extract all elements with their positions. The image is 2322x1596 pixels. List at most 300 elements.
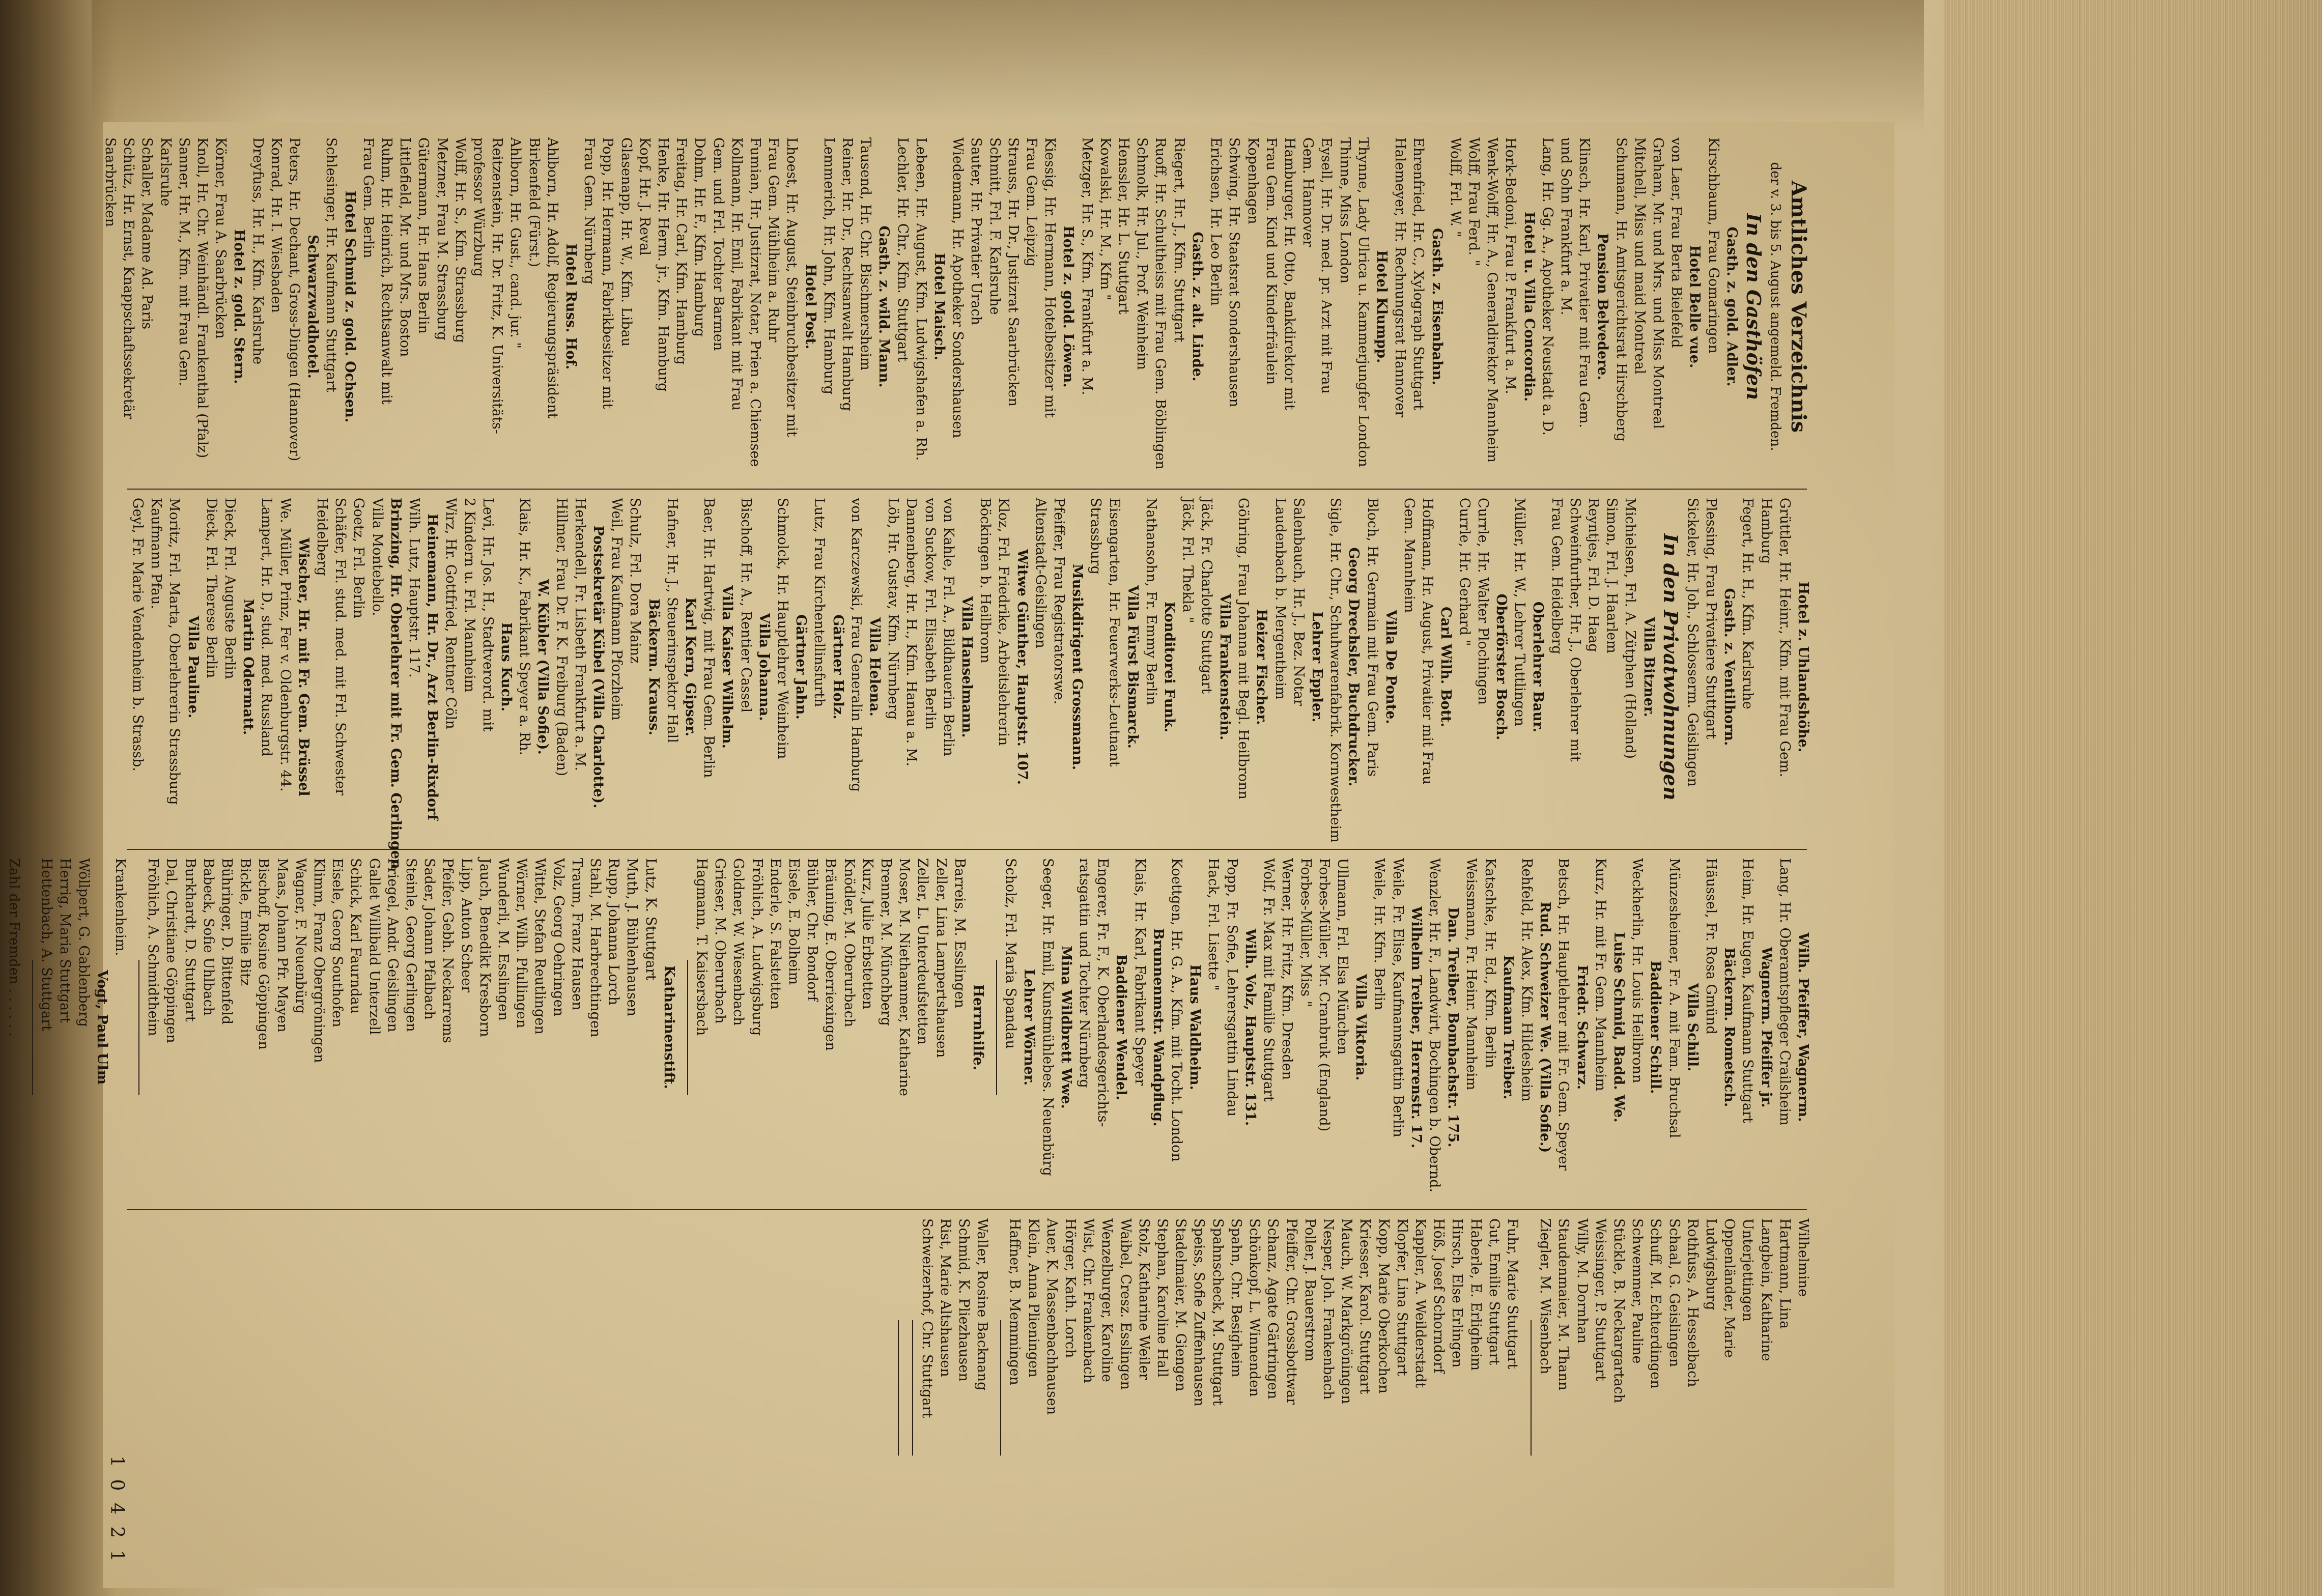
guest-entry: Ehrenfried, Hr. C., Xylograph Stuttgart [1410, 137, 1427, 410]
lodging-heading: Hotel z. gold. Stern. [231, 229, 247, 384]
guest-entry: Mauch, W. Markgröningen [1339, 1218, 1355, 1404]
guest-entry: Ziegler, M. Wisenbach [1537, 1218, 1553, 1375]
column-2 [117, 498, 1812, 869]
guest-entry: Wist, Chr. Frankenbach [1081, 1218, 1097, 1383]
page-stain [92, 0, 1924, 132]
lodging-heading: Wischer, Hr. mit Fr. Gem. Brüssel [295, 537, 312, 796]
guest-entry: Henssler, Hr. L. Stuttgart [1116, 137, 1132, 315]
guest-entry: Eisele, E. Bolheim [786, 858, 802, 985]
guest-entry: Bühringer, D. Bittenfeld [218, 858, 235, 1025]
guest-entry: Speiss, Sofie Zuffenhausen [1191, 1218, 1207, 1407]
guest-entry: Strauss, Hr. Dr., Justizrat Saarbrücken [1005, 137, 1021, 407]
guest-entry: Wagner, F. Neuenbürg [292, 858, 308, 1014]
guest-entry: Lang, Hr. Gg. A., Apotheker Neustadt a. D. [1539, 137, 1555, 436]
guest-entry: Wolff, Frl. W. " [1447, 137, 1463, 238]
guest-entry: Michielsen, Frl. A. Zütphen (Holland) [1622, 498, 1638, 759]
guest-entry: Schönkopf, L. Winnenden [1247, 1218, 1263, 1397]
guest-entry: Spahn, Chr. Besigheim [1228, 1218, 1244, 1378]
guest-entry: Graham, Mr. und Mrs. und Miss Montreal [1650, 137, 1666, 429]
guest-entry: Goetz, Frl. Berlin [351, 498, 367, 618]
guest-entry: Waller, Rosine Backnang [974, 1218, 990, 1391]
guest-entry: Schaller, Madame Ad. Paris [139, 137, 155, 330]
guest-entry: Kirschbaum, Frau Gomaringen [1705, 137, 1721, 354]
guest-entry: Fuhr, Marie Stuttgart [1504, 1218, 1520, 1370]
guest-entry: Lhoest, Hr. August, Steinbruchbesitzer mit [784, 137, 800, 437]
column-divider [127, 849, 1807, 850]
lodging-heading: Gasth. z. wild. Mann. [876, 225, 892, 388]
guest-entry: Kurz, Hr. mit Fr. Gem. Mannheim [1592, 858, 1608, 1091]
guest-entry: Glasenapp, Hr. W., Kfm. Libau [618, 137, 634, 347]
guest-entry: Popp, Hr. Hermann, Fabrikbesitzer mit [600, 137, 616, 409]
lodging-heading: Hotel Belle vue. [1687, 245, 1703, 368]
guest-entry: Hafner, Hr. J., Steuerinspektor Hall [664, 498, 680, 743]
guest-entry: Rothfuss, A. Hesselbach [1684, 1218, 1701, 1387]
guest-entry: Weckherlin, Hr. Louis Heilbronn [1629, 858, 1646, 1084]
guest-entry: Häussel, Fr. Rosa Gmünd [1703, 858, 1719, 1035]
lodging-heading: Rud. Schweizer We. (Villa Sofie.) [1537, 901, 1553, 1153]
guest-entry: Jäck, Frl. Thekla " [1180, 498, 1196, 623]
guest-entry: Popp, Fr. Sofie, Lehrersgattin Lindau [1224, 858, 1240, 1117]
guest-entry: Burkhardt, D. Stuttgart [182, 858, 198, 1022]
guest-entry: Erichsen, Hr. Leo Berlin [1208, 137, 1224, 306]
guest-entry: Rehfeld, Hr. Alex, Kfm. Hildesheim [1518, 858, 1535, 1102]
guest-entry: Altenstadt-Geislingen [1032, 498, 1049, 648]
guest-entry: Fröhlich, A. Ludwigsburg [749, 858, 765, 1036]
guest-entry: Weile, Fr. Elise, Kaufmannsgattin Berlin [1390, 858, 1406, 1137]
guest-entry: Muth, J. Bühlenhausen [624, 858, 640, 1017]
lodging-heading: Villa Hanselmann. [959, 596, 975, 738]
guest-entry: Haberle, E. Erligheim [1467, 1218, 1484, 1371]
guest-entry: Heim, Hr. Eugen, Kaufmann Stuttgart [1740, 858, 1756, 1123]
guest-entry: Wilhelmine [1795, 1218, 1811, 1297]
guest-entry: Langbein, Katharine [1758, 1218, 1774, 1361]
guest-entry: Zeller, Lina Lampertshausen [933, 858, 949, 1058]
lodging-heading: Hotel Klumpp. [1373, 250, 1390, 363]
guest-entry: Wiedemann, Hr. Apotheker Sondershausen [950, 137, 966, 438]
separator-rule [991, 1218, 1001, 1557]
lodging-heading: W. Kübler (Villa Sofie). [535, 579, 551, 755]
guest-entry: Forbes-Müller, Miss " [1297, 858, 1314, 1008]
guest-entry: Schweinfurther, Hr. J., Oberlehrer mit [1567, 498, 1583, 762]
guest-entry: Engerer, Fr. F., K. Oberlandesgerichts- [1095, 858, 1111, 1127]
guest-entry: Zahl der Fremden . . . . . . [6, 858, 22, 1037]
guest-entry: Metzger, Hr. S., Kfm. Frankfurt a. M. [1079, 137, 1095, 395]
guest-entry: Hoffmann, Hr. August, Privatier mit Frau [1420, 498, 1436, 785]
lodging-heading: Friedr. Schwarz. [1574, 964, 1590, 1090]
lodging-heading: Gasth. z. Eisenbahn. [1429, 228, 1445, 385]
guest-entry: Schumann, Hr. Amtsgerichtsrat Hirschberg [1613, 137, 1629, 442]
guest-entry: professor Würzburg [470, 137, 487, 277]
guest-entry: Forbes-Müller, Mr. Cranbruk (England) [1316, 858, 1332, 1132]
guest-entry: Göhring, Frau Johanna mit Begl. Heilbronn [1235, 498, 1252, 800]
guest-entry: Kiessig, Hr. Hermann, Hotelbesitzer mit [1042, 137, 1058, 418]
guest-entry: Frau Gem. Leipzig [1024, 137, 1040, 267]
guest-entry: Sickeler, Hr. Joh., Schlosserm. Geislingen [1684, 498, 1701, 787]
separator-rule [678, 858, 688, 1196]
guest-entry: Lemmerich, Hr. John, Kfm. Hamburg [820, 137, 837, 395]
guest-entry: von Suckow, Frl. Elisabeth Berlin [922, 498, 938, 730]
guest-entry: Tausend, Hr. Chr. Bischmersheim [858, 137, 874, 370]
guest-entry: Stahl, M. Harbrechtingen [587, 858, 603, 1038]
lodging-heading: Vogt, Paul Ulm [94, 970, 110, 1085]
column-lead-entry: Hotel z. Uhlandshöhe. [1795, 581, 1811, 753]
guest-entry: Heidelberg [314, 498, 330, 576]
column-4 [117, 1218, 1812, 1557]
guest-entry: Auer, K. Massenbachhausen [1043, 1218, 1060, 1415]
guest-entry: Münzesheimer, Fr. A. mit Fam. Bruchsal [1666, 858, 1682, 1138]
page-number: 1 0 4 2 1 [106, 1456, 127, 1565]
guest-entry: Barreis, M. Esslingen [951, 858, 968, 1008]
guest-entry: Wolff, Frau Ferd. " [1465, 137, 1482, 266]
guest-entry: Unterjettingen [1740, 1218, 1756, 1322]
guest-entry: Steinle, Georg Gerlingen [403, 858, 419, 1032]
section-heading-privatwohnungen: In den Privatwohnungen [1659, 533, 1682, 801]
guest-entry: und Sohn Frankfurt a. M. [1558, 137, 1574, 316]
guest-entry: Currle, Hr. Walter Plochingen [1475, 498, 1491, 705]
guest-entry: Plessing, Frau Privatiere Stuttgart [1703, 498, 1719, 739]
guest-entry: Schmid, K. Pliezhausen [956, 1218, 972, 1382]
lodging-heading: Bäckerm. Krauss. [645, 598, 662, 735]
guest-entry: Eisele, Georg Southofen [329, 858, 346, 1028]
guest-entry: Ullmann, Frl. Elsa München [1334, 858, 1350, 1055]
guest-entry: Saarbrücken [102, 137, 118, 227]
lodging-heading: Villa Kaiser Wilhelm. [719, 585, 735, 749]
guest-entry: Nathansohn, Fr. Emmy Berlin [1143, 498, 1159, 705]
separator-rule [903, 1218, 913, 1557]
guest-entry: Knoll, Hr. Chr. Weinhändl. Frankenthal (Pfalz) [194, 137, 210, 459]
guest-entry: Fegert, Hr. H., Kfm. Karlsruhe [1740, 498, 1756, 709]
guest-entry: Eysell, Hr. Dr. med. pr. Arzt mit Frau [1318, 137, 1335, 394]
guest-entry: von Karczewski, Frau Generalin Hamburg [848, 498, 864, 792]
column-divider [127, 489, 1807, 490]
guest-entry: Dal, Christiane Göppingen [163, 858, 180, 1043]
section-heading-gasthoefe: In den Gasthöfen [1742, 213, 1765, 401]
guest-entry: Frau Gem. Mühlheim a. Ruhr [766, 137, 782, 343]
lodging-heading: Gärtner Holz. [830, 614, 846, 720]
guest-entry: Ahlborn, Hr. Gust., cand. jur. " [507, 137, 524, 349]
guest-entry: Ludwigsburg [1703, 1218, 1719, 1310]
guest-entry: Willy, M. Dornhan [1574, 1218, 1590, 1344]
guest-entry: Reiner, Hr. Dr., Rechtsanwalt Hamburg [839, 137, 856, 411]
guest-entry: Schlesinger, Hr. Kaufmann Stuttgart [323, 137, 339, 392]
guest-entry: Levi, Hr. Jos. H., Stadtverord. mit [479, 498, 496, 732]
guest-entry: Hork-Bedoni, Frau P. Frankfurt a. M. [1503, 137, 1519, 394]
guest-entry: Gem. Hannover [1300, 137, 1316, 247]
guest-entry: Rist, Marie Altshausen [937, 1218, 953, 1377]
guest-entry: Weissmann, Fr. Heinr. Mannheim [1463, 858, 1480, 1091]
guest-entry: Wolff, Hr. S., Kfm. Strassburg [452, 137, 468, 343]
lodging-heading: Martin Odermatt. [240, 598, 257, 735]
guest-entry: Villa Montebello. [369, 498, 385, 616]
guest-entry: Hamburger, Hr. Otto, Bankdirektor mit [1281, 137, 1297, 410]
guest-entry: Spahnscheck, M. Stuttgart [1209, 1218, 1226, 1406]
guest-entry: Hillmer, Frau Dr. F. K. Freiburg (Baden) [553, 498, 570, 776]
guest-entry: Grieser, M. Oberurbach [712, 858, 728, 1024]
lodging-heading: Musikdirigent Grossmann. [1069, 563, 1086, 771]
lodging-heading: Villa Pauline. [185, 615, 201, 719]
lodging-heading: Villa Fürst Bismarck. [1124, 585, 1141, 749]
guest-entry: Lipp, Anton Scheer [458, 858, 474, 993]
guest-entry: Moser, M. Niethammer, Katharine [896, 858, 913, 1097]
lodging-heading: Hotel Russ. Hof. [563, 243, 579, 370]
lodging-heading: Haus Waldheim. [1187, 964, 1203, 1090]
guest-entry: Reyntjes, Frl. D. Haag [1585, 498, 1601, 652]
guest-entry: Pfeifer, Gebh. Neckarrems [440, 858, 456, 1043]
guest-entry: Gem. und Frl. Tochter Barmen [710, 137, 726, 351]
guest-entry: Klopfer, Lina Stuttgart [1394, 1218, 1410, 1376]
lodging-heading: Baddiener Schill. [1648, 960, 1664, 1094]
guest-entry: Frau Gem. Heidelberg [1548, 498, 1565, 654]
document-subtitle: der v. 3. bis 5. August angemeld. Fremden. [1768, 162, 1783, 451]
guest-entry: Lebeen, Hr. August, Kfm. Ludwigshafen a. Rh. [913, 137, 929, 461]
lodging-heading: Hotel Post. [802, 264, 818, 350]
lodging-heading: Haus Kuch. [498, 622, 514, 712]
page-edges [1944, 0, 2322, 1596]
guest-entry: Wörner, Wilh. Pfullingen [514, 858, 530, 1029]
guest-entry: Enderle, S. Falstetten [767, 858, 783, 1010]
guest-entry: Scholz, Frl. Maria Spandau [1003, 858, 1019, 1049]
guest-entry: Weissinger, P. Stuttgart [1592, 1218, 1608, 1381]
guest-entry: Simon, Frl. J. Haarlem [1604, 498, 1620, 653]
lodging-heading: Gasth. z. alt. Linde. [1189, 232, 1205, 382]
guest-entry: Mitchell, Miss und maid Montreal [1631, 137, 1648, 375]
guest-entry: Strassburg [1088, 498, 1104, 575]
guest-entry: Kloz, Frl. Friedrike, Arbeitslehrerin [996, 498, 1012, 746]
guest-entry: Schuff, M. Echterdingen [1648, 1218, 1664, 1389]
lodging-heading: Heizer Fischer. [1254, 609, 1270, 725]
guest-entry: Kollmann, Hr. Emil, Fabrikant mit Frau [728, 137, 745, 411]
guest-entry: Schick, Karl Faurndau [348, 858, 364, 1014]
lodging-heading: Witwe Günther, Hauptstr. 107. [1014, 549, 1030, 785]
guest-entry: Hack, Frl. Lisette " [1205, 858, 1222, 991]
lodging-heading: Bäckerm. Rometsch. [1721, 947, 1738, 1107]
guest-entry: Geyl, Fr. Marie Vendenheim b. Strassb. [129, 498, 146, 772]
lodging-heading: Dan. Treiber, Bombachstr. 175. [1445, 907, 1461, 1148]
guest-entry: Kaufmann Pfau. [148, 498, 164, 609]
guest-entry: Jauch, Benedikt Kresborn [476, 858, 493, 1037]
guest-entry: Wunderli, M. Esslingen [495, 858, 511, 1021]
guest-entry: Halemeyer, Hr. Rechnungsrat Hannover [1392, 137, 1408, 418]
guest-entry: Dohm, Hr. F., Kfm. Hamburg [692, 137, 708, 337]
guest-entry: Sanner, Hr. M., Kfm. mit Frau Gem. [176, 137, 192, 386]
guest-entry: Friegel, Andr. Geislingen [384, 858, 401, 1032]
guest-entry: Sauter, Hr. Privatier Urach [968, 137, 984, 325]
guest-entry: Krankenheim. [112, 858, 128, 956]
guest-entry: Körner, Frau A. Saarbrücken [213, 137, 229, 339]
guest-entry: Karlsruhe [157, 137, 174, 207]
guest-entry: Dannenberg, Hr. H., Kfm. Hanau a. M. [903, 498, 920, 766]
guest-entry: Moritz, Frl. Marta, Oberlehrerin Strassburg [166, 498, 183, 805]
guest-entry: von Kahle, Frl. A., Bildhauerin Berlin [940, 498, 956, 756]
guest-entry: Kopp, Marie Oberkochen [1375, 1218, 1392, 1394]
guest-entry: Ruoff, Hr. Schultheiss mit Frau Gem. Böblingen [1152, 137, 1169, 470]
guest-entry: Schütz, Hr. Ernst, Knappschaftssekretär [121, 137, 137, 419]
guest-entry: Pfeiffer, Frau Registratorswe. [1051, 498, 1067, 705]
guest-entry: Wolf, Fr. Max mit Familie Stuttgart [1261, 858, 1277, 1102]
guest-entry: von Laer, Frau Berta Bielefeld [1668, 137, 1685, 348]
lodging-heading: Hotel u. Villa Concordia. [1521, 211, 1537, 402]
guest-entry: Nesper, Joh. Frankenbach [1320, 1218, 1336, 1400]
lodging-heading: Villa Frankenstein. [1216, 593, 1233, 740]
guest-entry: Frau Gem. Nürnberg [581, 137, 598, 284]
guest-entry: Klein, Anna Plieningen [1025, 1218, 1041, 1378]
guest-entry: 2 Kindern u. Frl. Mannheim [461, 498, 477, 693]
lodging-heading: Lehrer Wörner. [1021, 968, 1037, 1086]
lodging-heading: Hotel Schmid z. gold. Ochsen. [342, 190, 358, 423]
guest-entry: Zeller, L. Unterdeufstetten [915, 858, 931, 1045]
guest-entry: Klinsch, Hr. Karl, Privatier mit Frau Gem. [1576, 137, 1593, 429]
lodging-heading: Kaufmann Treiber. [1500, 955, 1516, 1100]
guest-entry: Poller, J. Bauerstrom [1301, 1218, 1318, 1362]
document-page [6, 132, 1827, 1588]
guest-entry: Herrig, Maria Stuttgart [57, 858, 73, 1023]
guest-entry: Eisengarten, Hr. Feuerwerks-Leutnant [1106, 498, 1122, 767]
guest-entry: Ahlborn, Hr. Adolf, Regierungspräsident [544, 137, 560, 419]
guest-entry: Dreyfuss, Hr. H., Kfm. Karlsruhe [249, 137, 266, 365]
guest-entry: Dieck, Frl. Auguste Berlin [221, 498, 238, 679]
lodging-heading: Schwarzwaldhotel. [305, 235, 321, 379]
guest-entry: Schmolk, Hr. Jul., Prof. Weinheim [1134, 137, 1150, 370]
lodging-heading: Villa Schill. [1684, 983, 1701, 1072]
guest-entry: Hagmann, T. Kaisersbach [694, 858, 710, 1036]
guest-entry: Herkendell, Fr. Lisbeth Frankfurt a. M. [572, 498, 588, 771]
guest-entry: Schmolck, Hr. Hauptlehrer Weinheim [775, 498, 791, 759]
guest-entry: Thynne, Lady Ulrica u. Kammerjungfer London [1355, 137, 1371, 467]
lodging-heading: Wagnerm. Pfeiffer jr. [1758, 947, 1774, 1108]
guest-entry: We. Müller, Prinz, Fer v. Oldenburgstr. 44. [277, 498, 293, 792]
guest-entry: Gut, Emilie Stuttgart [1486, 1218, 1502, 1365]
guest-entry: Birkenfeld (Fürst.) [526, 137, 542, 267]
lodging-heading: Brunnenmstr. Wandpflug. [1150, 928, 1166, 1127]
separator-rule [129, 858, 139, 1196]
guest-entry: Knödler, M. Oberurbach [841, 858, 857, 1028]
guest-entry: Konrad, Hr. I. Wiesbaden [268, 137, 284, 313]
guest-entry: Haffner, B. Memmingen [1007, 1218, 1023, 1385]
guest-entry: Maas, Johann Pfr. Mayen [274, 858, 290, 1033]
guest-entry: Staudenmaier, M. Thann [1555, 1218, 1572, 1390]
lodging-heading: Brinzing, Hr. Oberlehrer mit Fr. Gem. Gerlingen [387, 498, 404, 869]
guest-entry: Bloch, Hr. Germain mit Frau Gem. Paris [1364, 498, 1380, 777]
guest-entry: Babeck, Sofie Uhlbach [200, 858, 216, 1016]
guest-entry: Werner, Hr. Fritz, Kfm. Dresden [1279, 858, 1295, 1080]
column-divider [127, 1209, 1807, 1210]
lodging-heading: Oberförster Bosch. [1493, 593, 1509, 740]
guest-entry: Gallet Willibald Unterzell [366, 858, 382, 1035]
lodging-heading: Georg Drechsler, Buchdrucker. [1346, 547, 1362, 787]
guest-entry: Müller, Hr. W., Lehrer Tuttlingen [1512, 498, 1528, 726]
guest-entry: Wenk-Wolff, Hr. A., Generaldirektor Mannheim [1484, 137, 1500, 463]
guest-entry: Kurz, Julie Erbstetten [859, 858, 875, 1009]
guest-entry: Baer, Hr. Hartwig, mit Frau Gem. Berlin [701, 498, 717, 778]
guest-entry: Traum, Franz Hausen [569, 858, 585, 1011]
guest-entry: Gütermann, Hr. Hans Berlin [415, 137, 432, 334]
guest-entry: Schwing, Hr. Staatsrat Sondershausen [1226, 137, 1242, 408]
guest-entry: Littlefield, Mr. und Mrs. Boston [397, 137, 413, 357]
guest-entry: Laudenbach b. Mergentheim [1272, 498, 1288, 700]
guest-entry: Volz, Georg Oehringen [550, 858, 567, 1016]
document-title: Amtliches Verzeichnis [1787, 180, 1810, 433]
guest-entry: Gem. Mannheim [1401, 498, 1417, 613]
guest-entry: Oppenländer, Marie [1721, 1218, 1738, 1358]
guest-entry: Jäck, Fr. Charlotte Stuttgart [1198, 498, 1214, 694]
guest-entry: Peters, Hr. Dechant, Gross-Dingen (Hannover) [286, 137, 302, 462]
guest-entry: Kowalski, Hr. M., Kfm " [1097, 137, 1113, 301]
guest-entry: Riegert, Hr. J., Kfm. Stuttgart [1171, 137, 1187, 343]
guest-entry: Weile, Hr. Kfm. Berlin [1371, 858, 1387, 1010]
separator-rule [987, 858, 997, 1196]
guest-entry: Weil, Frau Kaufmann Pforzheim [609, 498, 625, 721]
lodging-heading: Mina Wildbrett Wwe. [1058, 946, 1074, 1109]
lodging-heading: Baddiener Wendel. [1113, 954, 1129, 1100]
separator-rule [23, 858, 33, 1196]
guest-entry: Betsch, Hr. Hauptlehrer mit Fr. Gem. Speyer [1555, 858, 1572, 1171]
lodging-heading: Villa Viktoria. [1353, 974, 1369, 1081]
guest-entry: Schmitt, Frl. F. Karlsruhe [986, 137, 1003, 315]
guest-entry: Kriesser, Karol. Stuttgart [1357, 1218, 1373, 1394]
lodging-heading: Gasth. z. Ventilhorn. [1721, 588, 1738, 746]
guest-entry: Kopenhagen [1244, 137, 1261, 224]
guest-entry: Stückle, B. Neckargartach [1610, 1218, 1627, 1403]
guest-entry: Lechler, Hr. Chr., Kfm. Stuttgart [894, 137, 911, 362]
lodging-heading: Villa Helena. [867, 617, 883, 717]
guest-entry: Fumian, Hr. Justizrat, Notar, Prien a. Chiemsee [747, 137, 763, 467]
guest-entry: Bühler, Chr. Bondorf [804, 858, 820, 1002]
guest-entry: Kappler, A. Weilderstadt [1412, 1218, 1428, 1388]
guest-entry: Koettgen, Hr. G. A., Kfm. mit Tocht. London [1169, 858, 1185, 1162]
guest-entry: Reitzenstein, Hr. Dr. Fritz, K. Universitäts- [489, 137, 505, 434]
lodging-heading: Wilhelm Treiber, Herrenstr. 17. [1408, 906, 1424, 1149]
guest-entry: Hartmann, Lina [1776, 1218, 1793, 1329]
guest-entry: Waibel, Cresz. Esslingen [1117, 1218, 1134, 1390]
lodging-heading: Villa Johanna. [756, 613, 772, 721]
guest-entry: Wenzelburger, Karoline [1099, 1218, 1115, 1382]
guest-entry: Freitag, Hr. Carl, Kfm. Hamburg [673, 137, 690, 365]
guest-entry: Stadelmaier, M. Giengen [1173, 1218, 1189, 1391]
guest-entry: Bräuning, E. Oberriexingen [823, 858, 839, 1051]
column-3 [6, 858, 1812, 1196]
guest-entry: Grüttler, Hr. Heinr., Kfm. mit Frau Gem. [1776, 498, 1793, 778]
lodging-heading: Pension Belvedere. [1595, 233, 1611, 380]
guest-entry: Kopf, Hr. J. Reval [636, 137, 653, 256]
guest-entry: Böckingen b. Heilbronn [977, 498, 994, 664]
lodging-heading: Luise Schmid, Badd. We. [1610, 932, 1627, 1123]
guest-entry: Schäfer, Frl. stud. med. mit Frl. Schwester [332, 498, 349, 795]
guest-entry: Lang, Hr. Oberamtspfleger Crailsheim [1776, 858, 1793, 1126]
guest-entry: Sigle, Hr. Chr., Schuhwarenfabrik. Kornwestheim [1327, 498, 1344, 843]
guest-entry: Ruhm, Hr. Heinrich, Rechtsanwalt mit [378, 137, 394, 405]
guest-entry: Bischoff, Hr. A., Rentier Cassel [738, 498, 754, 713]
guest-entry: Goldner, W. Wiesenbach [730, 858, 747, 1026]
guest-entry: Sader, Johann Pfalbach [421, 858, 438, 1020]
column-1 [102, 137, 1812, 476]
guest-entry: Hirsch, Else Erlingen [1449, 1218, 1465, 1368]
lodging-heading: Villa De Ponte. [1382, 610, 1399, 724]
guest-entry: Pfeiffer, Chr. Grossbottwar [1283, 1218, 1299, 1405]
guest-entry: Fröhlich, A. Schmidtheim [145, 858, 161, 1036]
guest-entry: Frau Gem. Berlin [360, 137, 376, 259]
lodging-heading: Lehrer Eppler. [1309, 611, 1325, 723]
guest-entry: Metzner, Frau M. Strassburg [434, 137, 450, 340]
guest-entry: Bischoff, Rosine Göppingen [256, 858, 272, 1050]
guest-entry: Wirz, Hr. Gottfried, Rentner Cöln [443, 498, 459, 729]
lodging-heading: Konditorei Funk. [1162, 601, 1178, 733]
guest-entry: Schulz, Frl. Dora Mainz [627, 498, 643, 664]
guest-entry: Lutz, K. Stuttgart [642, 858, 659, 981]
guest-entry: Wittel, Stefan Reutlingen [532, 858, 548, 1035]
lodging-heading: Villa Bitzner. [1640, 617, 1657, 717]
guest-entry: Rupp, Johanna Lorch [606, 858, 622, 1006]
guest-entry: Lampert, Hr. D., stud. med. Russland [259, 498, 275, 757]
